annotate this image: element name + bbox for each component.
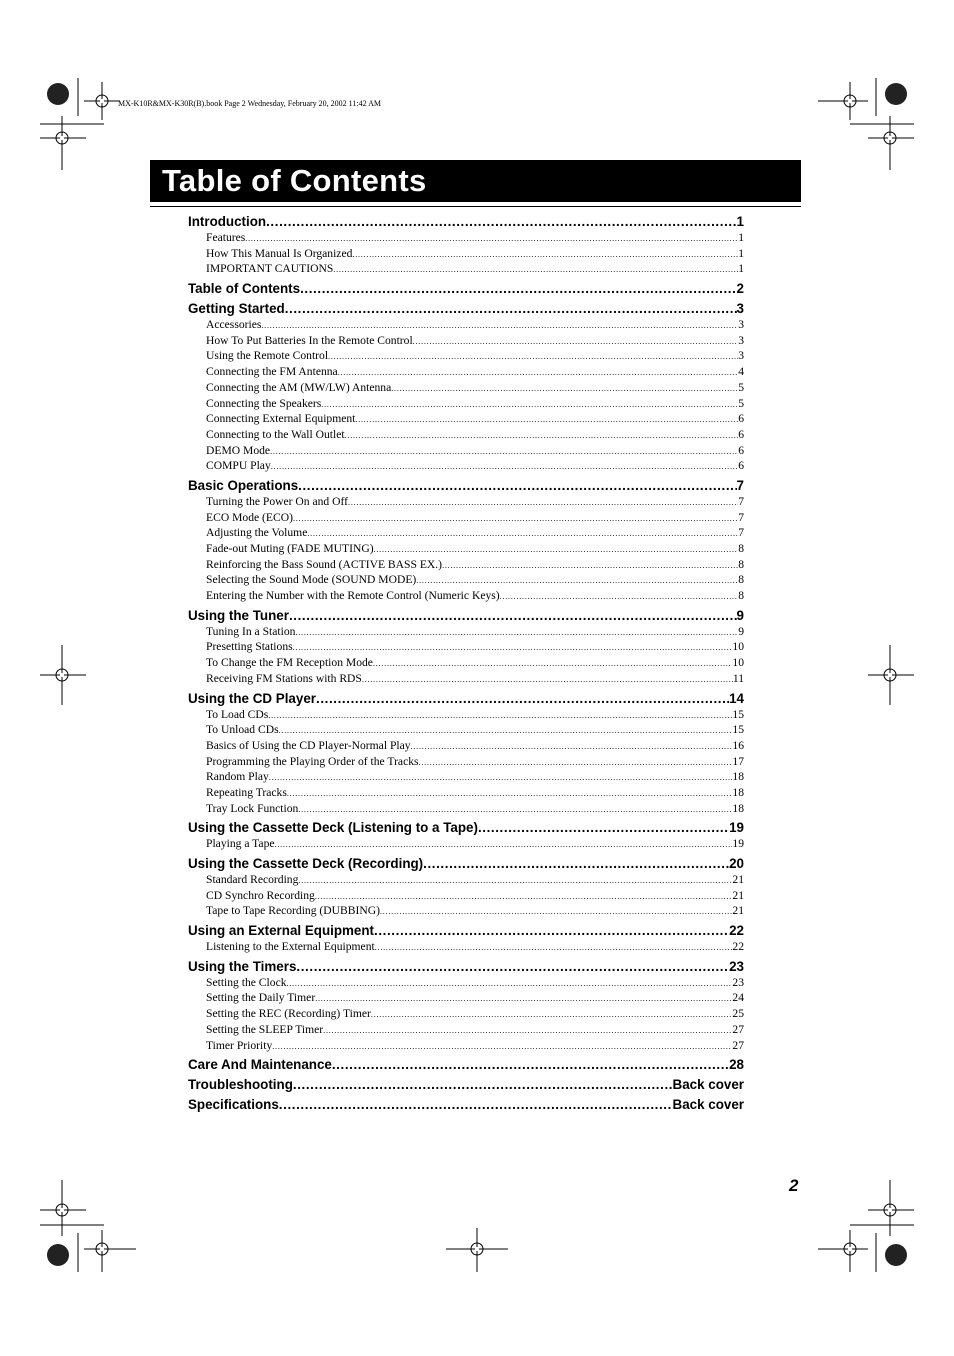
dot-leader — [332, 1056, 729, 1073]
dot-leader — [261, 318, 738, 334]
dot-leader — [245, 231, 738, 247]
dot-leader — [413, 334, 739, 350]
toc-entry[interactable] — [188, 348, 744, 364]
dot-leader — [371, 1007, 733, 1023]
dot-leader — [270, 444, 738, 460]
toc-entry-page: 3 — [738, 349, 744, 363]
dot-leader — [374, 542, 739, 558]
dot-leader — [298, 802, 732, 818]
toc-entry[interactable] — [188, 707, 744, 723]
toc-entry-page: 23 — [732, 975, 744, 989]
toc-entry-page: 18 — [732, 785, 744, 799]
toc-entry-title: Connecting to the Wall Outlet — [206, 427, 345, 441]
dot-leader — [300, 280, 736, 297]
toc-section-page: 14 — [729, 690, 744, 706]
toc-entry[interactable] — [188, 525, 744, 541]
toc-entry-title: To Load CDs — [206, 707, 269, 721]
toc-entry[interactable] — [188, 333, 744, 349]
dot-leader — [373, 656, 732, 672]
toc-entry-page: 16 — [732, 738, 744, 752]
title-banner — [150, 160, 801, 202]
toc-entry-page: 8 — [738, 589, 744, 603]
dot-leader — [289, 607, 737, 624]
toc-entry[interactable] — [188, 588, 744, 604]
toc-entry[interactable] — [188, 494, 744, 510]
toc-section-heading[interactable] — [188, 213, 744, 230]
toc-entry-page: 11 — [732, 671, 744, 685]
dot-leader — [271, 459, 738, 475]
toc-entry-title: Tray Lock Function — [206, 801, 299, 815]
toc-entry-page: 21 — [732, 888, 744, 902]
toc-section — [188, 607, 744, 687]
toc-entry[interactable] — [188, 443, 744, 459]
toc-entry-title: How This Manual Is Organized — [206, 246, 353, 260]
toc-entry-page: 4 — [738, 365, 744, 379]
toc-section-title: Introduction — [188, 214, 267, 229]
toc-section-page: 9 — [736, 607, 744, 623]
dot-leader — [293, 640, 733, 656]
dot-leader — [500, 589, 739, 605]
toc-entry-title: Features — [206, 231, 246, 244]
toc-entry[interactable] — [188, 246, 744, 262]
toc-entry[interactable] — [188, 1022, 744, 1038]
toc-section — [188, 1076, 744, 1093]
dot-leader — [391, 381, 738, 397]
toc-entry-title: IMPORTANT CAUTIONS — [206, 262, 334, 276]
dot-leader — [411, 739, 733, 755]
toc-entry[interactable] — [188, 317, 744, 333]
toc-entry[interactable] — [188, 411, 744, 427]
page-number: 2 — [789, 1176, 799, 1195]
toc-section-title: Using the Cassette Deck (Recording) — [188, 856, 424, 871]
toc-entry-title: Turning the Power On and Off — [206, 494, 349, 508]
toc-entry[interactable] — [188, 261, 744, 277]
toc-entry[interactable] — [188, 990, 744, 1006]
toc-entry-title: Using the Remote Control — [206, 349, 329, 363]
toc-section-heading[interactable] — [188, 300, 744, 317]
toc-entry-title: Receiving FM Stations with RDS — [206, 671, 362, 685]
dot-leader — [298, 477, 736, 494]
dot-leader — [293, 511, 738, 527]
toc-entry-page: 8 — [738, 557, 744, 571]
toc-section-heading[interactable] — [188, 1076, 744, 1093]
toc-entry[interactable] — [188, 557, 744, 573]
toc-entry-title: Standard Recording — [206, 873, 299, 886]
toc-section-title: Using the Cassette Deck (Listening to a Tape) — [188, 820, 478, 836]
toc-section-title: Using the CD Player — [188, 690, 316, 706]
toc-section-heading[interactable] — [188, 922, 744, 939]
toc-section-title: Specifications — [188, 1097, 279, 1113]
toc-section-heading[interactable] — [188, 1056, 744, 1073]
toc-section — [188, 855, 744, 919]
toc-entry[interactable] — [188, 939, 744, 955]
toc-entry-title: Connecting the Speakers — [206, 396, 322, 410]
dot-leader — [328, 349, 738, 365]
dot-leader — [272, 1039, 732, 1055]
toc-entry-title: Reinforcing the Bass Sound (ACTIVE BASS EX.) — [206, 557, 443, 571]
toc-entry[interactable] — [188, 754, 744, 770]
toc-section-heading[interactable] — [188, 280, 744, 297]
dot-leader — [287, 786, 733, 802]
toc-entry[interactable] — [188, 671, 744, 687]
toc-entry-title: Fade-out Muting (FADE MUTING) — [206, 542, 374, 555]
toc-entry[interactable] — [188, 572, 744, 588]
dot-leader — [293, 1076, 673, 1093]
toc-entry-title: COMPU Play — [206, 459, 271, 473]
toc-entry-page: 25 — [732, 1007, 744, 1021]
toc-entry-page: 7 — [738, 510, 744, 524]
toc-entry[interactable] — [188, 458, 744, 474]
toc-entry-page: 1 — [738, 231, 744, 244]
toc-entry-page: 10 — [732, 656, 744, 670]
toc-section — [188, 213, 744, 277]
toc-entry-title: CD Synchro Recording — [206, 888, 315, 902]
toc-entry-title: Connecting the FM Antenna — [206, 365, 338, 379]
dot-leader — [380, 904, 732, 920]
toc-entry-title: Listening to the External Equipment — [206, 940, 375, 954]
toc-section-heading[interactable] — [188, 819, 744, 836]
toc-section-title: Basic Operations — [188, 477, 299, 493]
toc-section — [188, 477, 744, 604]
toc-entry-page: 6 — [738, 412, 744, 426]
toc-section — [188, 690, 744, 817]
dot-leader — [295, 625, 738, 641]
toc-entry-title: Playing a Tape — [206, 837, 275, 851]
toc-entry-page: 9 — [738, 624, 744, 638]
dot-leader — [266, 213, 736, 230]
toc-entry-page: 3 — [738, 318, 744, 332]
toc-section-page: 28 — [729, 1057, 744, 1073]
toc-entry[interactable] — [188, 639, 744, 655]
toc-entry-page: 19 — [732, 837, 744, 851]
dot-leader — [315, 889, 733, 905]
toc-section-page: 2 — [736, 281, 744, 297]
toc-section-page: 22 — [729, 923, 744, 939]
toc-entry-page: 27 — [732, 1038, 744, 1052]
toc-entry[interactable] — [188, 364, 744, 380]
toc-entry-title: To Change the FM Reception Mode — [206, 656, 373, 670]
dot-leader — [315, 991, 732, 1007]
toc-entry-title: Tape to Tape Recording (DUBBING) — [206, 904, 380, 918]
toc-entry-page: 17 — [732, 754, 744, 768]
toc-entry-page: 6 — [738, 443, 744, 457]
toc-section-page: 3 — [736, 301, 744, 317]
toc-entry[interactable] — [188, 1038, 744, 1054]
toc-entry-page: 24 — [732, 991, 744, 1005]
dot-leader — [268, 708, 732, 724]
toc-entry-title: Connecting External Equipment — [206, 412, 356, 426]
dot-leader — [419, 755, 733, 771]
dot-leader — [374, 922, 729, 939]
dot-leader — [345, 428, 739, 444]
toc-section — [188, 300, 744, 474]
toc-entry-title: Basics of Using the CD Player-Normal Play — [206, 738, 411, 752]
toc-entry[interactable] — [188, 836, 744, 852]
dot-leader — [355, 412, 738, 428]
dot-leader — [416, 573, 738, 589]
toc-section-title: Care And Maintenance — [188, 1057, 332, 1073]
dot-leader — [352, 247, 738, 263]
toc-entry-page: 7 — [738, 526, 744, 540]
toc-section-page: 23 — [729, 958, 744, 974]
toc-entry-page: 8 — [738, 542, 744, 555]
toc-entry-title: Presetting Stations — [206, 640, 293, 654]
toc-entry-page: 18 — [732, 801, 744, 815]
toc-entry-title: Adjusting the Volume — [206, 526, 308, 540]
toc-entry-page: 1 — [738, 246, 744, 260]
toc-section — [188, 958, 744, 1053]
dot-leader — [298, 873, 732, 889]
toc-section-heading[interactable] — [188, 690, 744, 707]
dot-leader — [323, 1023, 732, 1039]
toc-entry-title: Setting the SLEEP Timer — [206, 1022, 324, 1036]
dot-leader — [348, 495, 738, 511]
toc-entry-page: 15 — [732, 707, 744, 721]
toc-entry[interactable] — [188, 722, 744, 738]
dot-leader — [362, 672, 733, 688]
print-header: MX-K10R&MX-K30R(B).book Page 2 Wednesday, February 20, 2002 11:42 AM — [118, 99, 382, 108]
toc-section-page: 20 — [729, 856, 744, 871]
toc-section-title: Using an External Equipment — [188, 923, 375, 939]
toc-section-heading[interactable] — [188, 477, 744, 494]
toc-entry-title: DEMO Mode — [206, 443, 271, 457]
toc-entry-title: Setting the Daily Timer — [206, 991, 316, 1005]
toc-entry-page: 3 — [738, 333, 744, 347]
toc-entry-title: Setting the Clock — [206, 975, 287, 989]
toc-entry-title: Connecting the AM (MW/LW) Antenna — [206, 380, 392, 394]
dot-leader — [296, 958, 729, 975]
toc-entry[interactable] — [188, 769, 744, 785]
dot-leader — [287, 976, 733, 992]
toc-entry-page: 18 — [732, 770, 744, 784]
toc-entry[interactable] — [188, 872, 744, 888]
toc-section-page: 19 — [729, 820, 744, 836]
dot-leader — [478, 819, 729, 836]
toc-entry-title: Tuning In a Station — [206, 624, 296, 638]
toc-entry-title: ECO Mode (ECO) — [206, 510, 293, 524]
dot-leader — [338, 365, 739, 381]
toc-section-heading[interactable] — [188, 958, 744, 975]
toc-section — [188, 819, 744, 852]
dot-leader — [423, 855, 729, 872]
toc-entry-page: 8 — [738, 573, 744, 587]
dot-leader — [285, 300, 737, 317]
toc-entry[interactable] — [188, 624, 744, 640]
toc-entry[interactable] — [188, 510, 744, 526]
toc-entry-title: To Unload CDs — [206, 723, 279, 737]
dot-leader — [269, 770, 733, 786]
toc-section — [188, 1056, 744, 1073]
toc-entry[interactable] — [188, 801, 744, 817]
toc-entry[interactable] — [188, 785, 744, 801]
title-rule — [150, 206, 801, 207]
toc-section — [188, 1096, 744, 1113]
toc-section-page: 1 — [736, 214, 744, 229]
toc-entry[interactable] — [188, 903, 744, 919]
toc-entry-page: 5 — [738, 380, 744, 394]
toc-entry-title: Random Play — [206, 770, 269, 784]
toc-entry-page: 27 — [732, 1022, 744, 1036]
toc-section-heading[interactable] — [188, 607, 744, 624]
toc-section-heading[interactable] — [188, 855, 744, 872]
toc-section-page: Back cover — [672, 1097, 744, 1113]
toc-section — [188, 280, 744, 297]
toc-entry[interactable] — [188, 655, 744, 671]
toc-entry-page: 21 — [732, 873, 744, 886]
toc-entry-page: 10 — [732, 640, 744, 654]
toc-entry-title: Accessories — [206, 318, 262, 332]
toc-entry-page: 21 — [732, 904, 744, 918]
toc-entry-title: Programming the Playing Order of the Tracks — [206, 754, 419, 768]
dot-leader — [279, 1096, 673, 1113]
toc-entry[interactable] — [188, 888, 744, 904]
toc-entry-page: 15 — [732, 723, 744, 737]
dot-leader — [307, 526, 738, 542]
dot-leader — [316, 690, 729, 707]
toc-entry[interactable] — [188, 230, 744, 246]
toc-entry-title: Repeating Tracks — [206, 785, 287, 799]
dot-leader — [333, 262, 738, 278]
toc-entry[interactable] — [188, 1006, 744, 1022]
toc-entry-page: 6 — [738, 427, 744, 441]
toc-section-title: Getting Started — [188, 301, 285, 317]
toc-entry[interactable] — [188, 975, 744, 991]
dot-leader — [279, 723, 733, 739]
toc-entry-title: Timer Priority — [206, 1038, 273, 1052]
toc-section-title: Using the Timers — [188, 958, 297, 974]
dot-leader — [442, 558, 738, 574]
page-title: Table of Contents — [162, 163, 427, 198]
toc-entry-title: How To Put Batteries In the Remote Control — [206, 333, 413, 347]
table-of-contents — [188, 213, 744, 1113]
toc-entry-page: 22 — [732, 940, 744, 954]
toc-entry[interactable] — [188, 380, 744, 396]
dot-leader — [275, 837, 733, 853]
toc-section-page: Back cover — [672, 1077, 744, 1093]
toc-section — [188, 922, 744, 955]
toc-entry[interactable] — [188, 541, 744, 557]
toc-entry-title: Setting the REC (Recording) Timer — [206, 1007, 371, 1021]
toc-section-title: Troubleshooting — [188, 1077, 293, 1093]
toc-entry[interactable] — [188, 427, 744, 443]
toc-entry-title: Selecting the Sound Mode (SOUND MODE) — [206, 573, 417, 587]
toc-entry-page: 5 — [738, 396, 744, 410]
toc-entry-page: 6 — [738, 459, 744, 473]
toc-entry-page: 1 — [738, 262, 744, 276]
toc-section-page: 7 — [736, 477, 744, 493]
dot-leader — [321, 397, 738, 413]
toc-section-title: Using the Tuner — [188, 607, 289, 623]
toc-entry-page: 7 — [738, 494, 744, 508]
dot-leader — [375, 940, 733, 956]
toc-entry-title: Entering the Number with the Remote Control (Numeric Keys) — [206, 589, 500, 603]
toc-section-title: Table of Contents — [188, 281, 301, 297]
toc-entry[interactable] — [188, 396, 744, 412]
toc-section-heading[interactable] — [188, 1096, 744, 1113]
toc-entry[interactable] — [188, 738, 744, 754]
